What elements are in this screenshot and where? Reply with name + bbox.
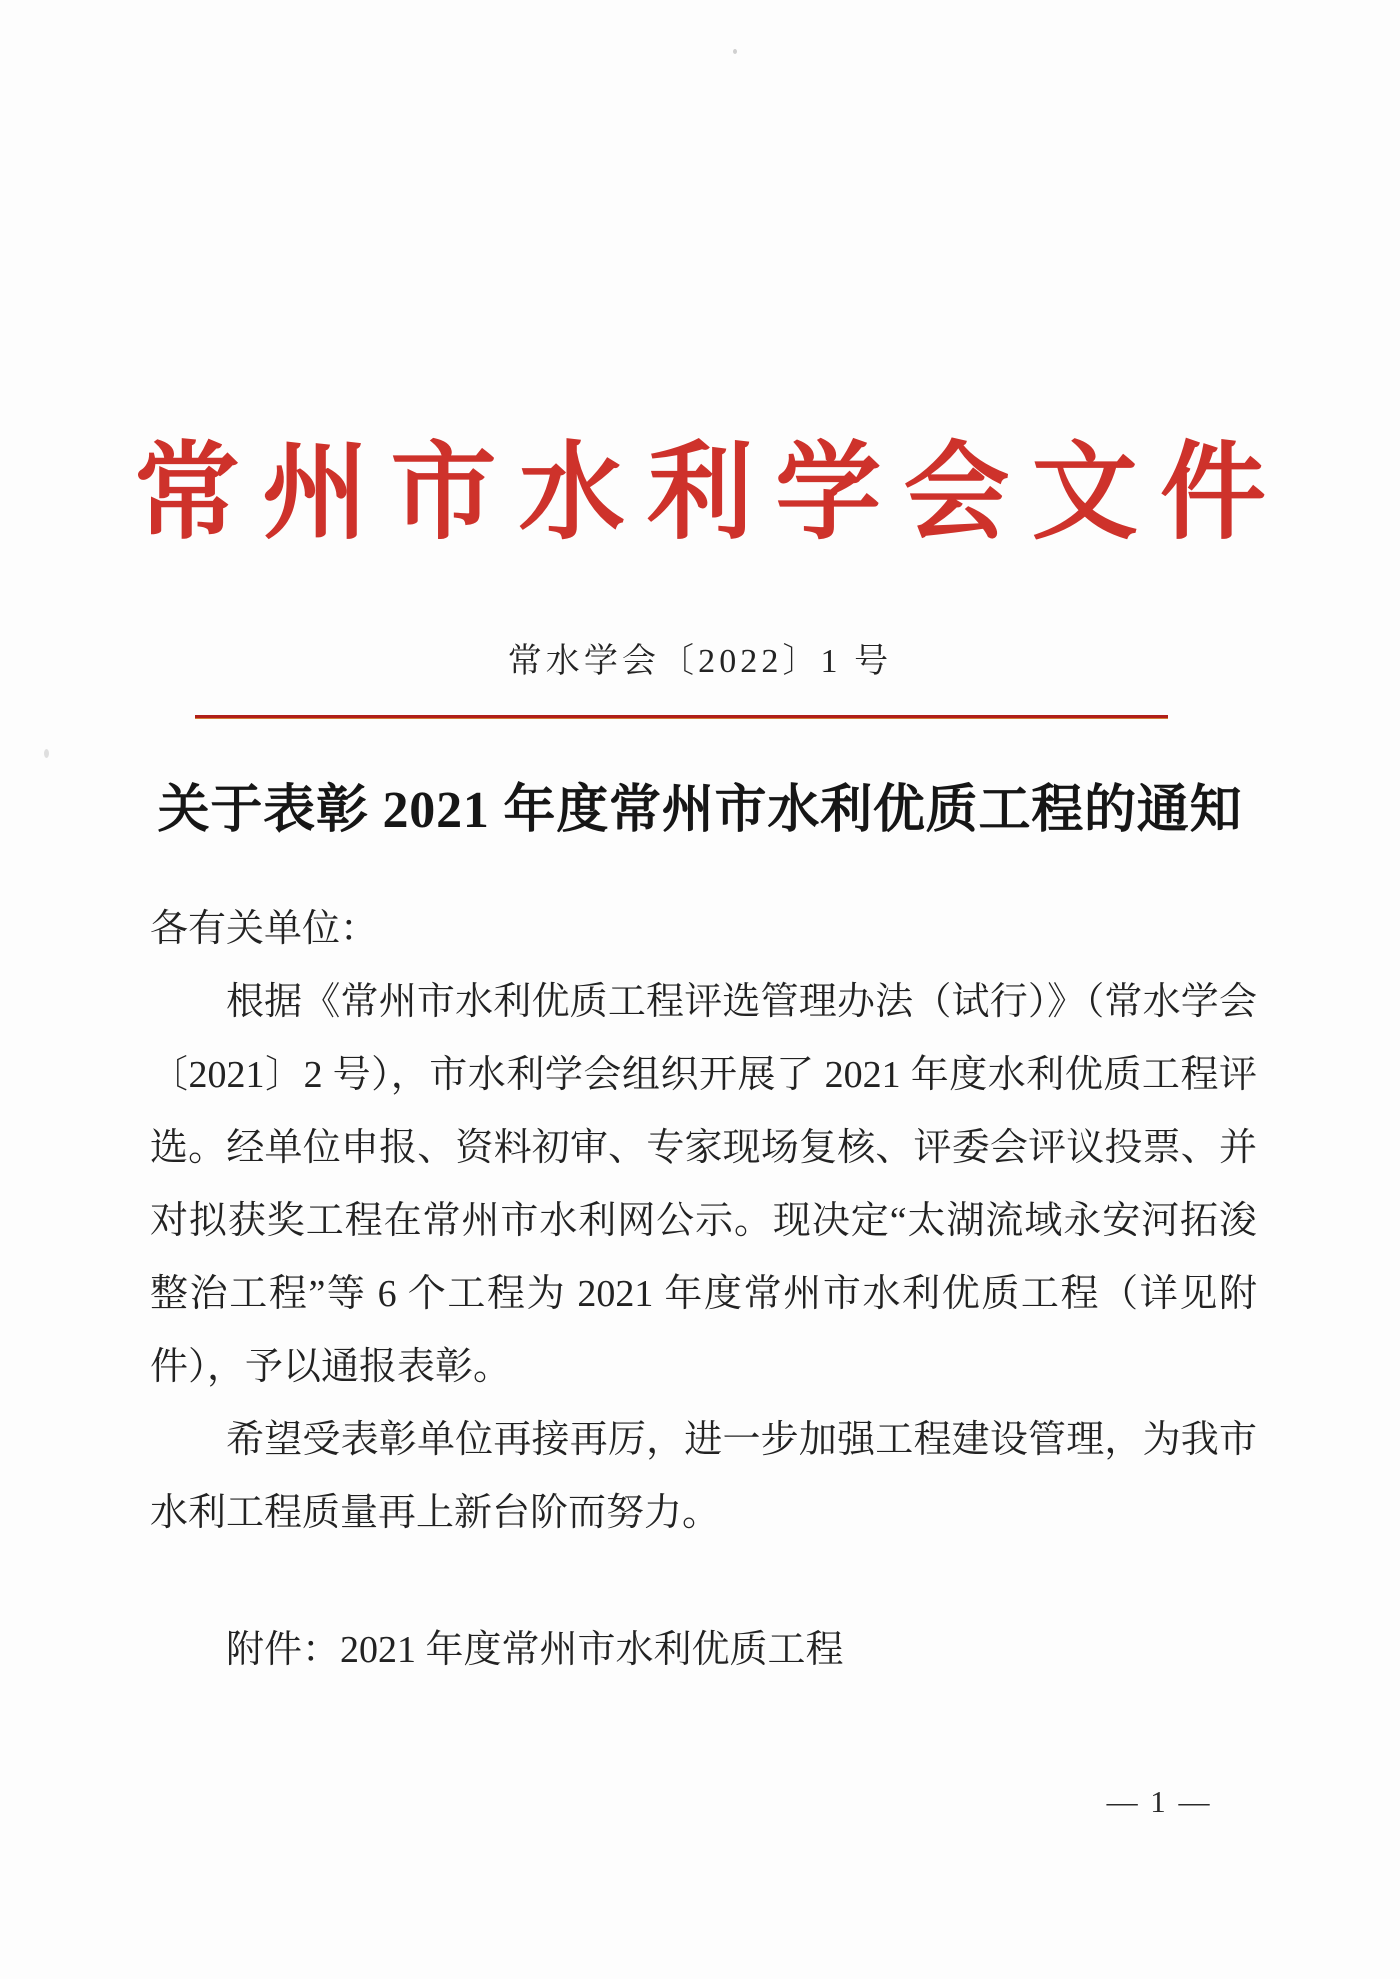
- letterhead-title: 常州市水利学会文件: [133, 435, 1289, 552]
- attachment-line: 附件：2021 年度常州市水利优质工程: [226, 1629, 844, 1672]
- page-number: — 1 —: [1106, 1784, 1212, 1819]
- document-number: 常水学会〔2022〕1 号: [507, 643, 893, 681]
- scan-artifact: [575, 1442, 579, 1446]
- body-paragraph-2: 希望受表彰单位再接再厉，进一步加强工程建设管理，为我市水利工程质量再上新台阶而努力。: [150, 1419, 1257, 1535]
- body-paragraph-1: 根据《常州市水利优质工程评选管理办法（试行）》（常水学会〔2021〕2 号），市水利学会组织开展了 2021 年度水利优质工程评选。经单位申报、资料初审、专家现场复核、评委会评议投票、并对拟获奖工程在常州市水利网公示。现决定“太湖流域永安河拓浚整治工程”等 6 个工程为 2021 年度常州市水利优质工程（详见附件），予以通报表彰。: [150, 981, 1257, 1389]
- salutation: 各有关单位：: [150, 908, 379, 951]
- document-title: 关于表彰 2021 年度常州市水利优质工程的通知: [157, 782, 1243, 840]
- document-body: [150, 893, 1257, 1687]
- letterhead-red-rule: [195, 715, 1168, 719]
- scan-artifact: [44, 749, 49, 758]
- scan-artifact: [733, 49, 737, 54]
